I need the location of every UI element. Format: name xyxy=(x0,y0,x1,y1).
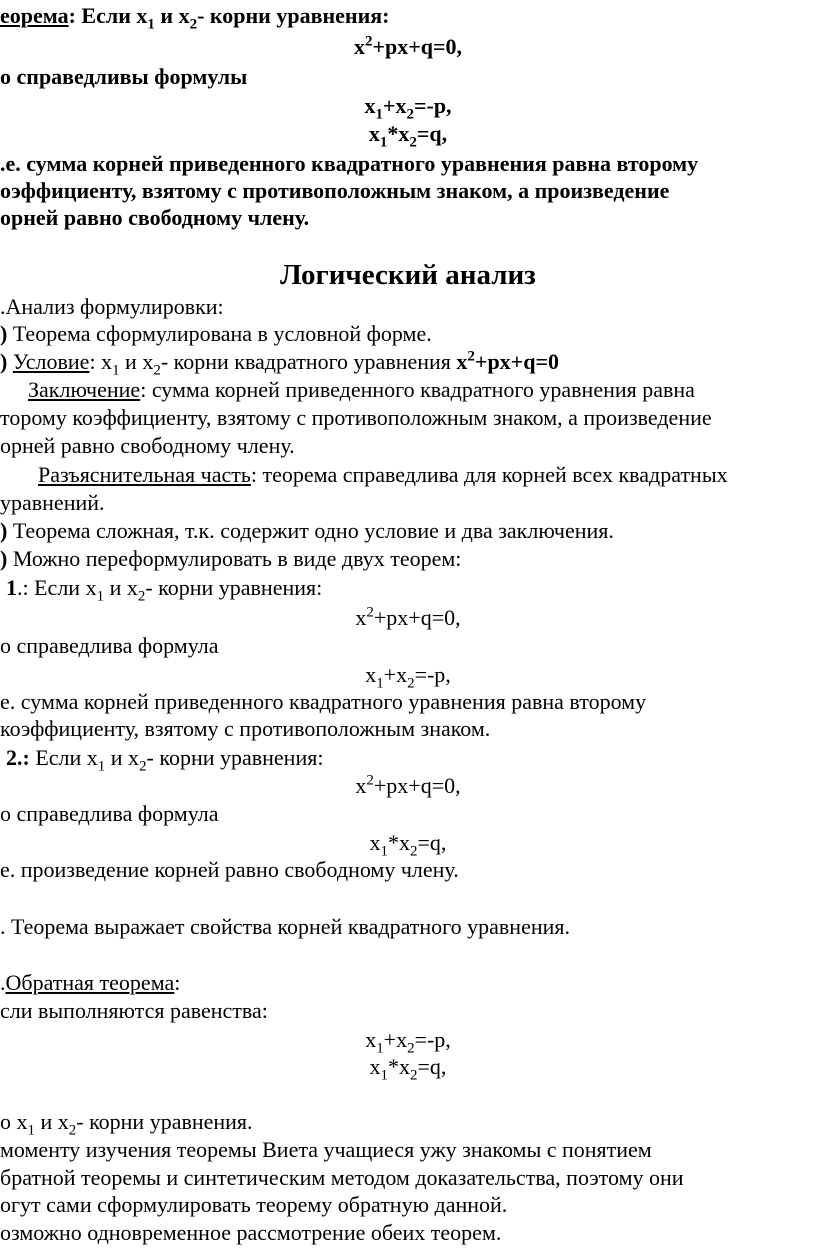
subscript: 1 xyxy=(375,106,383,123)
item-text: . xyxy=(0,970,6,995)
theorem-2-then: о справедлива формула xyxy=(0,801,219,826)
theorem-condition-text: и x xyxy=(154,3,190,28)
item-text: .: Если x xyxy=(17,575,97,600)
subscript: 1 xyxy=(96,588,105,605)
theorem-2-formula xyxy=(0,829,816,860)
equation-var: x xyxy=(353,34,365,59)
analysis-item xyxy=(0,320,432,348)
formula-part: +x xyxy=(383,662,408,687)
item-text: : xyxy=(174,970,181,995)
item-text: Теорема сформулирована в условной форме. xyxy=(7,321,432,346)
subscript: 1 xyxy=(376,675,384,692)
subscript: 2 xyxy=(407,675,415,692)
converse-formula-product xyxy=(0,1053,816,1084)
theorem-equation xyxy=(0,33,816,61)
subscript: 2 xyxy=(407,1040,415,1057)
closing-line: братной теоремы и синтетическим методом доказательства, поэтому они xyxy=(0,1165,684,1190)
analysis-item xyxy=(0,348,559,379)
formula-part: =-p, xyxy=(413,93,452,118)
formula-part: x xyxy=(365,662,377,687)
formula-part: +x xyxy=(383,1027,408,1052)
subscript: 1 xyxy=(27,1122,35,1139)
closing-line: озможно одновременное рассмотрение обеих теорем. xyxy=(0,1220,502,1245)
formula-part: =q, xyxy=(417,1054,447,1079)
item-text: и x xyxy=(104,575,138,600)
item-text: Если x xyxy=(29,745,98,770)
subscript: 2 xyxy=(139,758,147,775)
item-marker: ) xyxy=(0,321,8,346)
equation-var: x xyxy=(355,773,367,798)
theorem-conclusion-line: оэффициенту, взятому с противоположным знаком, а произведение xyxy=(0,178,670,203)
formula-part: x xyxy=(365,1027,377,1052)
superscript: 2 xyxy=(467,348,475,365)
subscript: 2 xyxy=(410,843,418,860)
formula-part: x xyxy=(364,93,376,118)
converse-if: сли выполняются равенства: xyxy=(0,998,268,1023)
converse-formula-sum xyxy=(0,1026,816,1057)
formula-part: x xyxy=(369,1054,381,1079)
subscript: 1 xyxy=(380,1067,389,1084)
superscript: 2 xyxy=(366,604,374,621)
analysis-item xyxy=(38,461,728,489)
item-text: - корни уравнения. xyxy=(76,1109,253,1134)
formula-part: *x xyxy=(388,1054,411,1079)
formula-part: x xyxy=(368,121,380,146)
closing-line: огут сами сформулировать теорему обратную данной. xyxy=(0,1192,508,1217)
equation-rest: +px+q=0, xyxy=(373,773,461,798)
theorem-1-conclusion: е. сумма корней приведенного квадратного уравнения равна второму xyxy=(0,689,647,714)
theorem-1-equation xyxy=(0,604,816,632)
formula-part: =q, xyxy=(417,830,447,855)
analysis-item xyxy=(0,545,461,573)
equation-rest: +px+q=0, xyxy=(372,34,463,59)
theorem-condition-text: : Если x xyxy=(68,3,148,28)
condition-equation xyxy=(456,349,559,374)
theorem-1-heading xyxy=(6,574,323,605)
equation-var: x xyxy=(456,349,468,374)
formula-part: +x xyxy=(382,93,407,118)
subscript: 2 xyxy=(409,134,417,151)
superscript: 2 xyxy=(364,33,373,50)
analysis-item: . Теорема выражает свойства корней квадратного уравнения. xyxy=(0,914,571,939)
theorem-label: еорема xyxy=(0,3,69,28)
analysis-item xyxy=(0,517,614,545)
item-text: - корни квадратного уравнения xyxy=(160,349,457,374)
theorem-2-conclusion: е. произведение корней равно свободному члену. xyxy=(0,857,459,882)
formula-part: =-p, xyxy=(414,662,451,687)
theorem-then: о справедливы формулы xyxy=(0,64,248,89)
theorem-formula-sum xyxy=(0,92,816,123)
converse-label: Обратная теорема xyxy=(5,970,175,995)
equation-rest: +px+q=0 xyxy=(474,349,559,374)
theorem-formula-product xyxy=(0,120,816,151)
item-text: - корни уравнения: xyxy=(145,575,323,600)
analysis-item xyxy=(28,376,695,404)
item-marker: ) xyxy=(0,546,8,571)
converse-then xyxy=(0,1108,253,1139)
analysis-item: .Анализ формулировки: xyxy=(0,294,224,319)
closing-line: моменту изучения теоремы Виета учащиеся ужу знакомы с понятием xyxy=(0,1137,652,1162)
section-title: Логический анализ xyxy=(280,259,536,291)
subscript: 1 xyxy=(147,16,155,33)
subscript: 2 xyxy=(189,16,198,33)
analysis-item: орней равно свободному члену. xyxy=(0,433,295,458)
subscript: 1 xyxy=(376,1040,384,1057)
formula-part: =-p, xyxy=(414,1027,451,1052)
superscript: 2 xyxy=(366,772,374,789)
item-text: : x xyxy=(89,349,113,374)
theorem-number: 2.: xyxy=(6,745,30,770)
equation-var: x xyxy=(355,605,367,630)
subscript: 2 xyxy=(410,1067,418,1084)
subscript: 1 xyxy=(97,758,106,775)
analysis-item: уравнений. xyxy=(0,490,105,515)
analysis-item: торому коэффициенту, взятому с противоположным знаком, а произведение xyxy=(0,405,712,430)
item-text: Можно переформулировать в виде двух теорем: xyxy=(7,546,462,571)
theorem-number: 1 xyxy=(6,575,17,600)
subscript: 2 xyxy=(68,1122,77,1139)
item-text: о x xyxy=(0,1109,28,1134)
item-text: и x xyxy=(105,745,140,770)
subscript: 1 xyxy=(112,362,120,379)
conclusion-label: Заключение xyxy=(28,377,141,402)
theorem-condition-text: - корни уравнения: xyxy=(197,3,390,28)
equation-rest: +px+q=0, xyxy=(373,605,461,630)
formula-part: x xyxy=(369,830,381,855)
theorem-heading xyxy=(0,2,390,33)
item-text: : сумма корней приведенного квадратного уравнения равна xyxy=(140,377,695,402)
formula-part: *x xyxy=(388,830,411,855)
converse-heading xyxy=(0,969,180,997)
theorem-1-then: о справедлива формула xyxy=(0,633,219,658)
subscript: 2 xyxy=(137,588,146,605)
theorem-2-equation xyxy=(0,772,816,800)
explanation-label: Разъяснительная часть xyxy=(38,462,251,487)
formula-part: *x xyxy=(387,121,410,146)
theorem-conclusion-line: орней равно свободному члену. xyxy=(0,205,310,230)
subscript: 1 xyxy=(379,134,388,151)
theorem-2-heading xyxy=(6,744,324,775)
item-text: : теорема справедлива для корней всех квадратных xyxy=(250,462,728,487)
item-marker: ) xyxy=(0,518,8,543)
condition-label: Условие xyxy=(12,349,90,374)
item-text: - корни уравнения: xyxy=(146,745,324,770)
item-text: и x xyxy=(119,349,154,374)
item-marker: ) xyxy=(0,349,8,374)
theorem-conclusion-line: .е. сумма корней приведенного квадратного уравнения равна второму xyxy=(0,151,699,176)
subscript: 2 xyxy=(153,362,161,379)
subscript: 2 xyxy=(406,106,414,123)
theorem-1-conclusion: коэффициенту, взятому с противоположным знаком. xyxy=(0,716,491,741)
item-text: Теорема сложная, т.к. содержит одно условие и два заключения. xyxy=(7,518,614,543)
item-text: и x xyxy=(34,1109,69,1134)
subscript: 1 xyxy=(380,843,389,860)
formula-part: =q, xyxy=(416,121,448,146)
theorem-1-formula xyxy=(0,661,816,692)
